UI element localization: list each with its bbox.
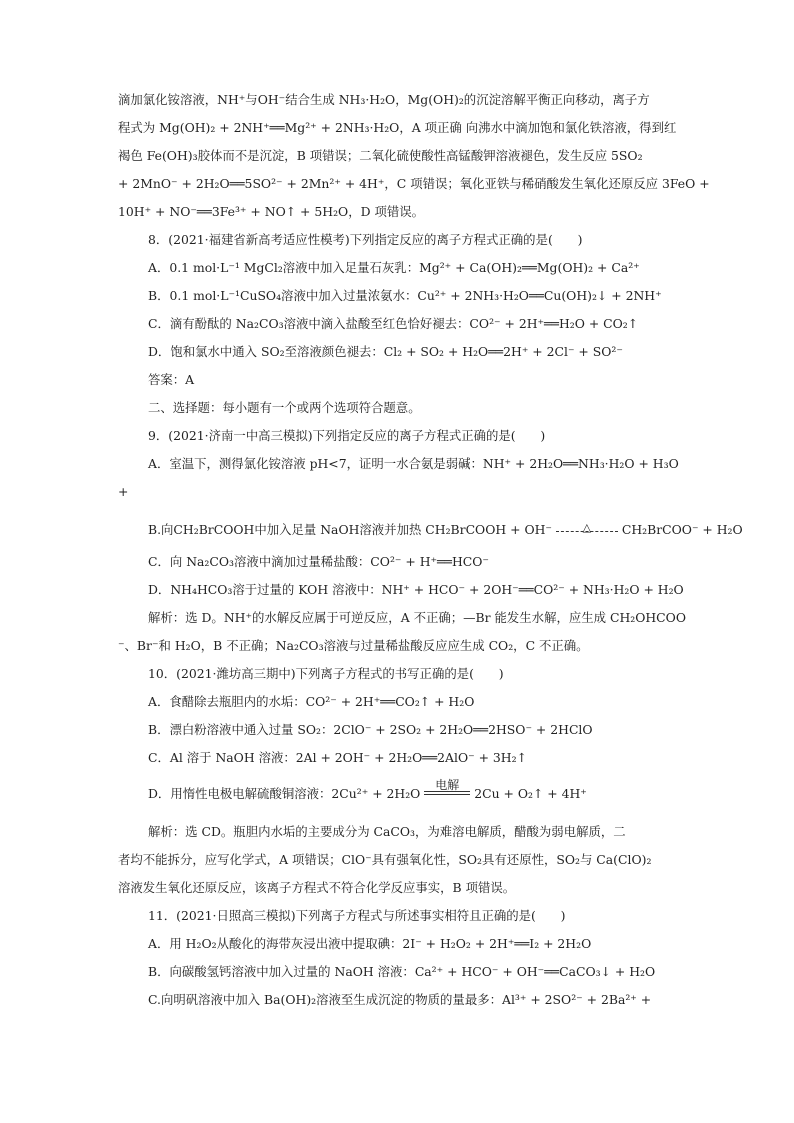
text-line: 褐色 Fe(OH)₃胶体而不是沉淀，B 项错误；二氧化硫使酸性高锰酸钾溶液褪色，发生反应 5SO₂ [118, 148, 643, 163]
explanation-line: 解析：选 D。NH⁺的水解反应属于可逆反应，A 不正确；—Br 能发生水解，应生成 CH₂OHCOO [148, 610, 686, 625]
option-c: C．Al 溶于 NaOH 溶液：2Al + 2OH⁻ + 2H₂O══2AlO⁻ + 3H₂↑ [148, 750, 527, 765]
explanation-line: 溶液发生氧化还原反应，该离子方程式不符合化学反应事实，B 项错误。 [118, 880, 516, 895]
equation-left: D．用惰性电极电解硫酸铜溶液：2Cu²⁺ + 2H₂O [148, 786, 421, 801]
answer-8: 答案：A [148, 372, 195, 387]
question-11: 11．(2021·日照高三模拟)下列离子方程式与所述事实相符且正确的是( ) [148, 908, 566, 923]
option-c: C.向明矾溶液中加入 Ba(OH)₂溶液至生成沉淀的物质的量最多：Al³⁺ + 2SO²⁻ + 2Ba²⁺ + [148, 992, 652, 1007]
explanation-line: ⁻、Br⁻和 H₂O，B 不正确；Na₂CO₃溶液与过量稀盐酸反应应生成 CO₂，C 不正确。 [118, 638, 589, 653]
electrolysis-sign [424, 779, 470, 795]
text-line: 程式为 Mg(OH)₂ + 2NH⁺══Mg²⁺ + 2NH₃·H₂O，A 项正确 向沸水中滴加饱和氯化铁溶液，得到红 [118, 120, 677, 135]
electrolysis-label: 电解 [435, 777, 460, 792]
option-d: D．NH₄HCO₃溶于过量的 KOH 溶液中：NH⁺ + HCO⁻ + 2OH⁻══CO²⁻ + NH₃·H₂O + H₂O [148, 582, 684, 597]
option-d [148, 777, 587, 803]
explanation-line: 者均不能拆分，应写化学式，A 项错误；ClO⁻具有强氧化性，SO₂具有还原性，SO₂与 Ca(ClO)₂ [118, 852, 652, 867]
text-line: + 2MnO⁻ + 2H₂O══5SO²⁻ + 2Mn²⁺ + 4H⁺，C 项错误；氧化亚铁与稀硝酸发生氧化还原反应 3FeO + [118, 176, 710, 191]
heating-arrow [556, 520, 618, 536]
option-a: A．用 H₂O₂从酸化的海带灰浸出液中提取碘：2I⁻ + H₂O₂ + 2H⁺══I₂ + 2H₂O [148, 936, 592, 951]
question-9: 9．(2021·济南一中高三模拟)下列指定反应的离子方程式正确的是( ) [148, 428, 546, 443]
equation-right: 2Cu + O₂↑ + 4H⁺ [474, 786, 587, 801]
explanation-line: 解析：选 CD。瓶胆内水垢的主要成分为 CaCO₃，为难溶电解质，醋酸为弱电解质，二 [148, 824, 626, 839]
question-8: 8．(2021·福建省新高考适应性模考)下列指定反应的离子方程式正确的是( ) [148, 232, 583, 247]
option-b [148, 522, 743, 538]
text-line: 滴加氯化铵溶液，NH⁺与OH⁻结合生成 NH₃·H₂O，Mg(OH)₂的沉淀溶解平衡正向移动，离子方 [118, 92, 650, 107]
option-b: B．漂白粉溶液中通入过量 SO₂：2ClO⁻ + 2SO₂ + 2H₂O══2HSO⁻ + 2HClO [148, 722, 593, 737]
arrow-icon [556, 531, 618, 532]
equation-left: B.向CH₂BrCOOH中加入足量 NaOH溶液并加热 CH₂BrCOOH + OH⁻ [148, 522, 552, 537]
option-a: A．0.1 mol·L⁻¹ MgCl₂溶液中加入足量石灰乳：Mg²⁺ + Ca(OH)₂══Mg(OH)₂ + Ca²⁺ [148, 260, 640, 275]
option-a: A．食醋除去瓶胆内的水垢：CO²⁻ + 2H⁺══CO₂↑ + H₂O [148, 694, 475, 709]
text-line: 10H⁺ + NO⁻══3Fe³⁺ + NO↑ + 5H₂O，D 项错误。 [118, 204, 425, 219]
option-b: B．向碳酸氢钙溶液中加入过量的 NaOH 溶液：Ca²⁺ + HCO⁻ + OH⁻══CaCO₃↓ + H₂O [148, 964, 656, 979]
option-a: A．室温下，测得氯化铵溶液 pH<7，证明一水合氨是弱碱：NH⁺ + 2H₂O══NH₃·H₂O + H₃O [148, 456, 679, 471]
text-line: + [118, 484, 129, 499]
option-c: C．滴有酚酞的 Na₂CO₃溶液中滴入盐酸至红色恰好褪去：CO²⁻ + 2H⁺══H₂O + CO₂↑ [148, 316, 639, 331]
question-10: 10．(2021·潍坊高三期中)下列离子方程式的书写正确的是( ) [148, 666, 504, 681]
section-heading: 二、选择题：每小题有一个或两个选项符合题意。 [148, 400, 421, 415]
option-b: B．0.1 mol·L⁻¹CuSO₄溶液中加入过量浓氨水：Cu²⁺ + 2NH₃·H₂O══Cu(OH)₂↓ + 2NH⁺ [148, 288, 662, 303]
heat-symbol: △ [582, 520, 592, 534]
option-d: D．饱和氯水中通入 SO₂至溶液颜色褪去：Cl₂ + SO₂ + H₂O══2H⁺ + 2Cl⁻ + SO²⁻ [148, 344, 623, 359]
equation-right: CH₂BrCOO⁻ + H₂O [621, 522, 743, 537]
option-c: C．向 Na₂CO₃溶液中滴加过量稀盐酸：CO²⁻ + H⁺══HCO⁻ [148, 554, 489, 569]
